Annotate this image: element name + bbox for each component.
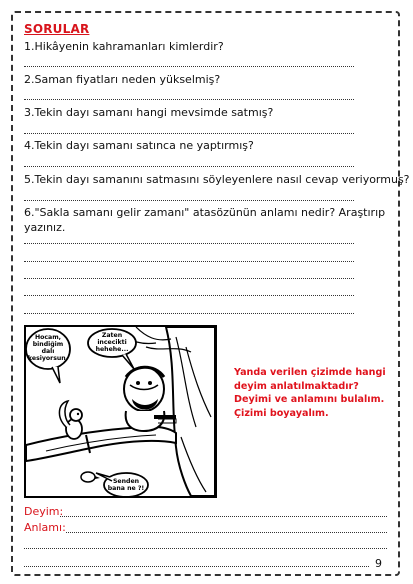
answer-line-3[interactable] <box>24 133 354 134</box>
answer-line-4[interactable] <box>24 166 354 167</box>
bubble-top-line-1: Zaten <box>101 332 123 339</box>
anlam-answer-line-1[interactable] <box>66 532 387 533</box>
question-1: 1.Hikâyenin kahramanları kimlerdir? <box>24 40 224 53</box>
cartoon-instruction <box>234 366 394 420</box>
question-5: 5.Tekin dayı samanını satmasını söyleyenlere nasıl cevap veriyormuş? <box>24 173 410 186</box>
deyim-answer-line[interactable] <box>60 516 387 517</box>
anlam-answer-line-2[interactable] <box>24 548 387 549</box>
question-6: 6."Sakla samanı gelir zamanı" atasözünün anlamı nedir? Araştırıp <box>24 206 386 219</box>
answer-line-6e[interactable] <box>24 313 354 314</box>
answer-line-6b[interactable] <box>24 261 354 262</box>
answer-line-1[interactable] <box>24 66 354 67</box>
answer-line-2[interactable] <box>24 99 354 100</box>
question-6-continued: yazınız. <box>24 221 66 234</box>
bubble-top-line-2: incecikti <box>97 339 127 346</box>
deyim-label: Deyim: <box>24 505 64 518</box>
instruction-line-3: Deyimi ve anlamını bulalım. <box>234 394 385 405</box>
bubble-bottom-line-2: bana ne ?! <box>107 485 145 492</box>
answer-line-5[interactable] <box>24 200 354 201</box>
cartoon-drawing <box>26 327 215 496</box>
bubble-left-line-3: dalı <box>41 348 55 355</box>
bubble-left-line-2: bindiğim <box>32 341 64 348</box>
answer-line-6c[interactable] <box>24 278 354 279</box>
instruction-line-4: Çizimi boyayalım. <box>234 407 329 419</box>
section-heading: SORULAR <box>24 22 90 36</box>
answer-line-6a[interactable] <box>24 243 354 244</box>
question-3: 3.Tekin dayı samanı hangi mevsimde satmış? <box>24 106 274 119</box>
answer-line-6d[interactable] <box>24 295 354 296</box>
question-4: 4.Tekin dayı samanı satınca ne yaptırmış? <box>24 139 254 152</box>
instruction-line-1: Yanda verilen çizimde hangi <box>234 367 386 378</box>
anlam-answer-line-3[interactable] <box>24 566 369 567</box>
bubble-bottom-line-1: Senden <box>112 478 140 485</box>
question-2: 2.Saman fiyatları neden yükselmiş? <box>24 73 221 86</box>
instruction-line-2: deyim anlatılmaktadır? <box>234 380 359 392</box>
bubble-left-line-4: kesiyorsun. <box>27 355 69 362</box>
cartoon-illustration <box>24 325 217 498</box>
bubble-left-line-1: Hocam, <box>34 334 62 341</box>
bubble-top-line-3: hehehe... <box>95 346 129 353</box>
page-number: 9 <box>375 557 382 570</box>
anlam-label: Anlamı: <box>24 521 66 534</box>
